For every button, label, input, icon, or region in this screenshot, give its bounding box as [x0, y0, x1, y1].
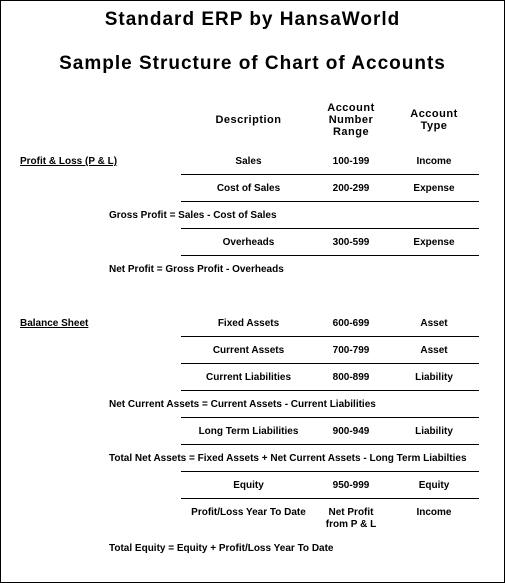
row-description: Fixed Assets — [217, 318, 280, 329]
row-divider — [181, 498, 479, 499]
row-divider — [181, 444, 479, 445]
row-range: 800-899 — [332, 372, 370, 383]
row-range: 300-599 — [332, 237, 370, 248]
section-balance-sheet: Balance Sheet — [20, 318, 89, 329]
document-subtitle: Sample Structure of Chart of Accounts — [59, 53, 446, 74]
row-range: 100-199 — [332, 156, 370, 167]
section-profit-loss: Profit & Loss (P & L) — [20, 156, 118, 167]
row-description: Cost of Sales — [216, 183, 281, 194]
row-divider — [181, 363, 479, 364]
document-title: Standard ERP by HansaWorld — [104, 9, 401, 30]
row-description: Profit/Loss Year To Date — [191, 507, 306, 518]
row-divider — [181, 390, 479, 391]
row-description: Current Assets — [212, 345, 285, 356]
row-divider — [181, 255, 479, 256]
header-type-line: Type — [420, 120, 448, 132]
row-type: Expense — [413, 237, 455, 248]
row-description: Overheads — [222, 237, 275, 248]
row-divider — [181, 174, 479, 175]
row-type: Income — [416, 156, 452, 167]
row-description: Current Liabilities — [205, 372, 291, 383]
row-type: Asset — [420, 345, 448, 356]
row-divider — [181, 201, 479, 202]
formula-total-net-assets: Total Net Assets = Fixed Assets + Net Current Assets - Long Term Liabilties — [109, 453, 467, 464]
row-type: Expense — [413, 183, 455, 194]
row-type: Liability — [415, 372, 453, 383]
row-range: 200-299 — [332, 183, 370, 194]
row-divider — [181, 336, 479, 337]
row-range: 950-999 — [332, 480, 370, 491]
row-description: Long Term Liabilities — [198, 426, 299, 437]
formula-gross-profit: Gross Profit = Sales - Cost of Sales — [109, 210, 277, 221]
row-range-line: Net Profit — [328, 507, 374, 518]
row-type: Equity — [418, 480, 450, 491]
formula-net-profit: Net Profit = Gross Profit - Overheads — [109, 264, 284, 275]
row-range: 700-799 — [332, 345, 370, 356]
row-type: Income — [416, 507, 452, 518]
row-divider — [181, 417, 479, 418]
row-description: Equity — [233, 480, 264, 491]
header-account-type — [391, 108, 477, 132]
header-type-line: Account — [410, 108, 458, 120]
row-divider — [181, 471, 479, 472]
header-account-number-range — [311, 102, 391, 138]
row-range-line: from P & L — [325, 519, 377, 530]
row-description: Sales — [235, 156, 262, 167]
row-divider — [181, 228, 479, 229]
row-range: 600-699 — [332, 318, 370, 329]
header-description: Description — [215, 114, 282, 126]
row-range: 900-949 — [332, 426, 370, 437]
header-range-line: Account — [327, 102, 375, 114]
header-range-line: Number — [328, 114, 374, 126]
formula-net-current-assets: Net Current Assets = Current Assets - Current Liabilities — [109, 399, 376, 410]
row-type: Liability — [415, 426, 453, 437]
formula-total-equity: Total Equity = Equity + Profit/Loss Year To Date — [109, 543, 334, 554]
header-range-line: Range — [332, 126, 370, 138]
row-type: Asset — [420, 318, 448, 329]
row-range — [311, 507, 391, 531]
